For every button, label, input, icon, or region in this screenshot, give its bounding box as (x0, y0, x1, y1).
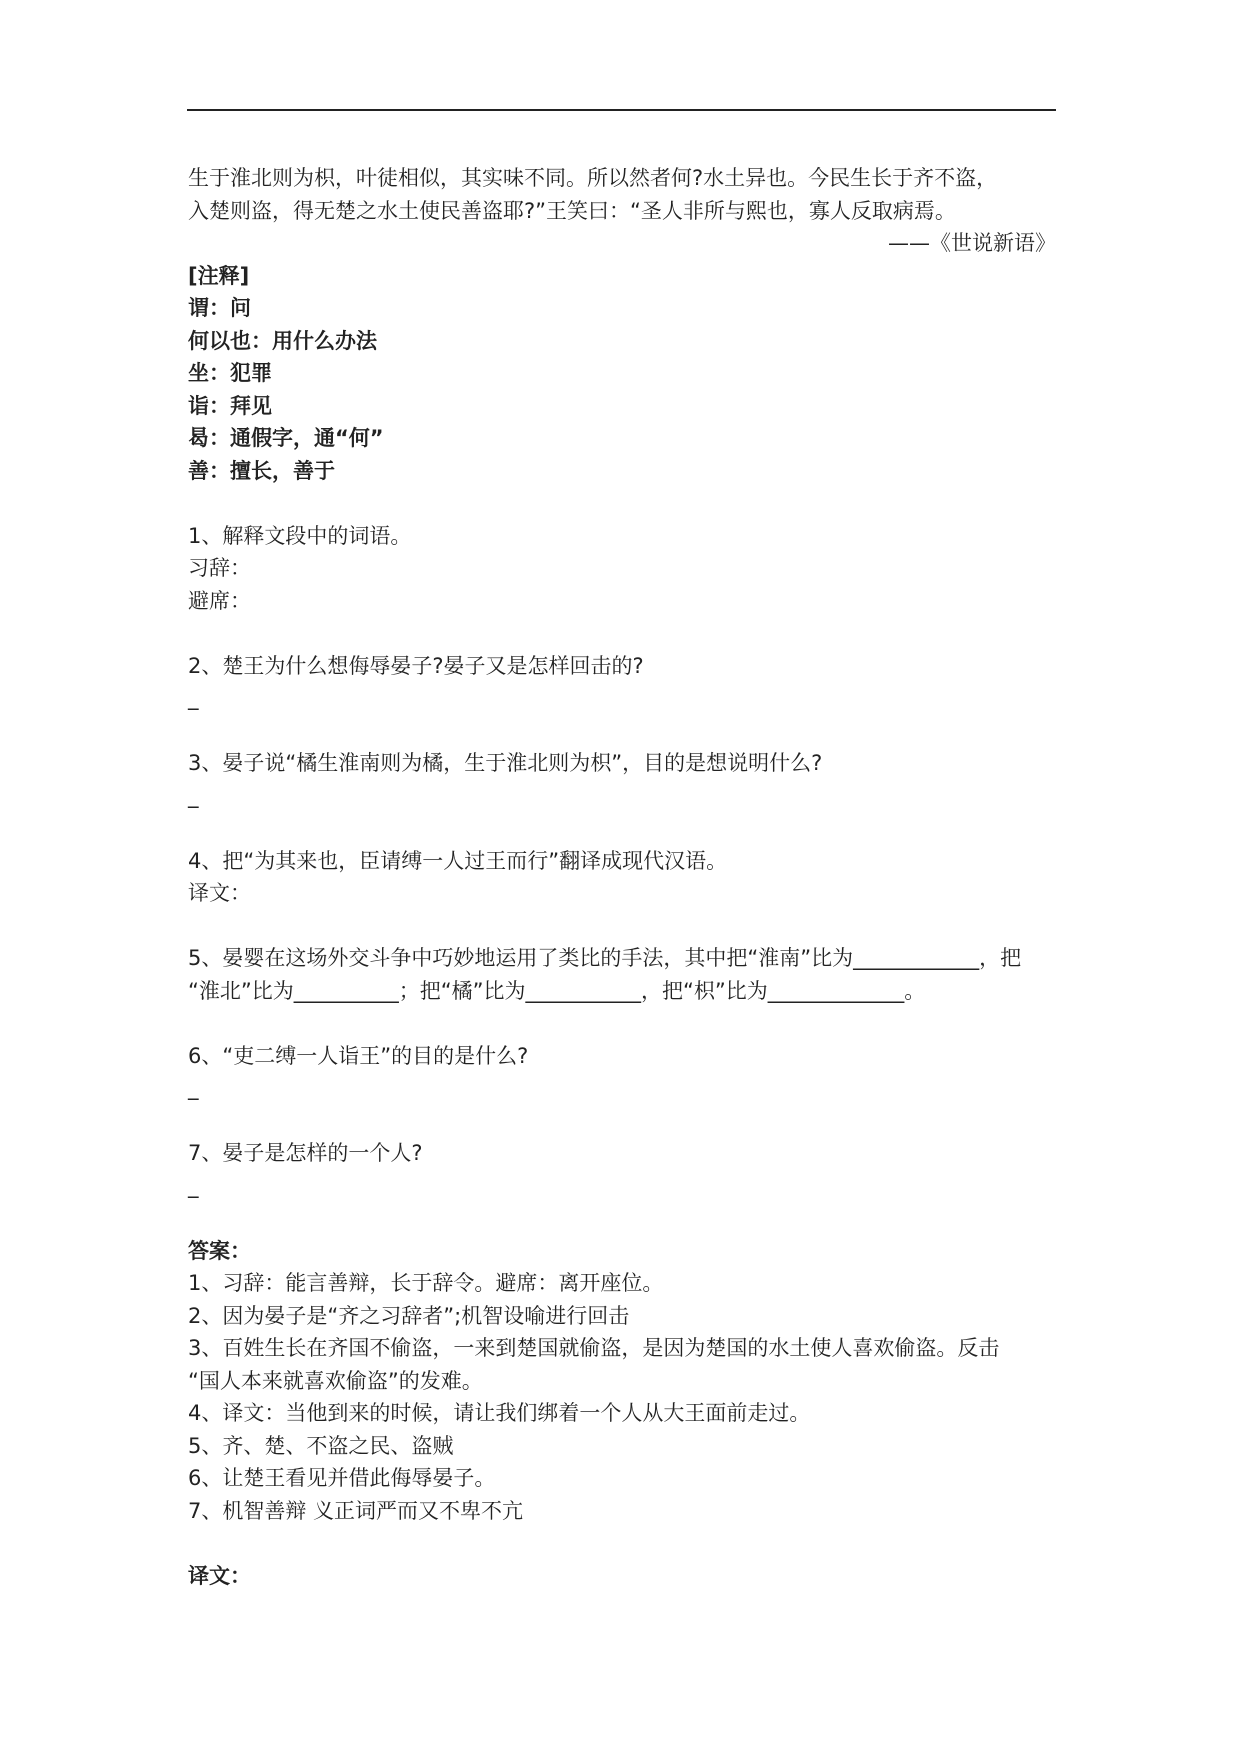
answer-blank: _ (188, 783, 199, 808)
question-1-word-2: 避席： (188, 588, 251, 613)
document-body (188, 162, 1056, 1592)
answer-item: “国人本来就喜欢偷盗”的发难。 (188, 1368, 483, 1393)
answer-item: 4、译文：当他到来的时候，请让我们绑着一个人从大王面前走过。 (188, 1401, 811, 1425)
question-5-cont: “淮北”比为__________；把“橘”比为___________，把“枳”比为_____________。 (188, 978, 926, 1003)
answer-item: 6、让楚王看见并借此侮辱晏子。 (188, 1466, 496, 1490)
question-4: 4、把“为其来也，臣请缚一人过王而行”翻译成现代汉语。 (188, 848, 728, 873)
question-1-word-1: 习辞： (188, 556, 251, 580)
passage-line: 入楚则盗，得无楚之水土使民善盗耶?”王笑曰：“圣人非所与熙也，寡人反取病焉。 (188, 198, 956, 223)
answer-item: 1、习辞：能言善辩，长于辞令。避席：离开座位。 (188, 1271, 664, 1295)
note-item: 诣：拜见 (188, 393, 272, 418)
notes-heading: [注释] (188, 263, 250, 288)
translation-heading: 译文： (188, 1563, 251, 1588)
answers-heading: 答案： (188, 1238, 251, 1263)
translation-label: 译文： (188, 881, 251, 905)
note-item: 谓：问 (188, 296, 251, 320)
question-1: 1、解释文段中的词语。 (188, 523, 412, 548)
note-item: 曷：通假字，通“何” (188, 426, 384, 450)
answer-item: 5、齐、楚、不盗之民、盗贼 (188, 1433, 454, 1458)
answer-blank: _ (188, 1173, 199, 1198)
note-item: 何以也：用什么办法 (188, 328, 377, 353)
question-3: 3、晏子说“橘生淮南则为橘，生于淮北则为枳”，目的是想说明什么? (188, 751, 823, 775)
passage-source: ——《世说新语》 (888, 231, 1056, 255)
top-rule (187, 109, 1056, 111)
answer-blank: _ (188, 686, 199, 710)
answer-item: 3、百姓生长在齐国不偷盗，一来到楚国就偷盗，是因为楚国的水土使人喜欢偷盗。反击 (188, 1336, 1000, 1360)
question-6: 6、“吏二缚一人诣王”的目的是什么? (188, 1043, 529, 1068)
answer-item: 2、因为晏子是“齐之习辞者”;机智设喻进行回击 (188, 1303, 630, 1328)
question-7: 7、晏子是怎样的一个人? (188, 1141, 423, 1165)
question-5: 5、晏婴在这场外交斗争中巧妙地运用了类比的手法，其中把“淮南”比为____________，把 (188, 946, 1022, 970)
note-item: 坐：犯罪 (188, 361, 272, 385)
passage-line: 生于淮北则为枳，叶徒相似，其实味不同。所以然者何?水土异也。今民生长于齐不盗， (188, 166, 998, 190)
note-item: 善：擅长，善于 (188, 458, 335, 483)
question-2: 2、楚王为什么想侮辱晏子?晏子又是怎样回击的? (188, 653, 644, 678)
answer-item: 7、机智善辩 义正词严而又不卑不亢 (188, 1498, 524, 1523)
answer-blank: _ (188, 1076, 199, 1100)
